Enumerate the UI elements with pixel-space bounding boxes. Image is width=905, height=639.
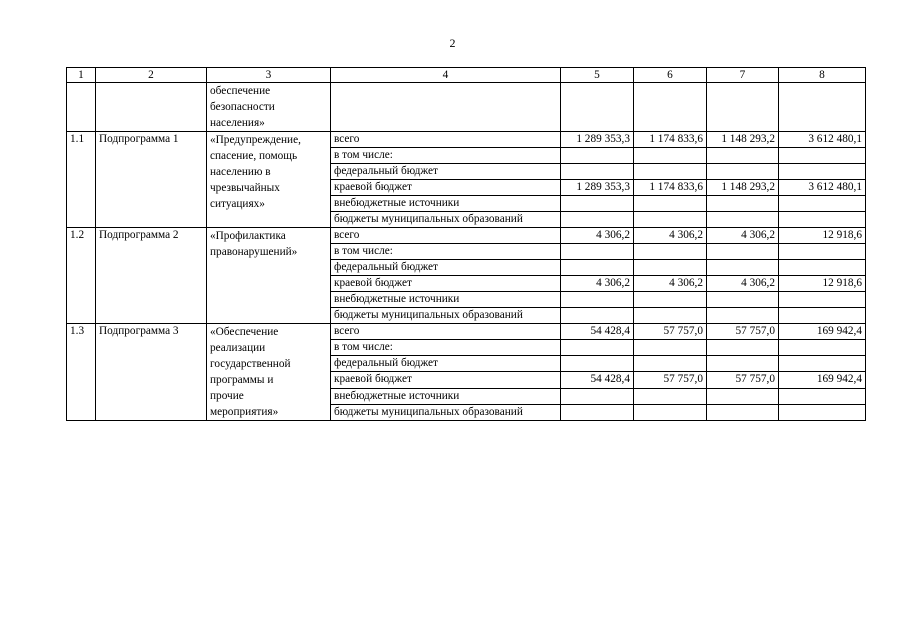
amount-cell (634, 212, 707, 228)
amount-cell (561, 340, 634, 356)
title-line: правонарушений» (210, 246, 298, 258)
amount-cell (561, 244, 634, 260)
cell (561, 83, 634, 132)
column-header: 6 (634, 68, 707, 83)
title-line: спасение, помощь (210, 150, 298, 162)
funding-source-label: всего (331, 228, 561, 244)
amount-cell (634, 196, 707, 212)
amount-cell: 4 306,2 (707, 276, 779, 292)
amount-cell (779, 404, 866, 420)
amount-cell: 4 306,2 (707, 228, 779, 244)
amount-cell (707, 308, 779, 324)
amount-cell (634, 308, 707, 324)
continuation-row (67, 83, 866, 132)
amount-cell: 169 942,4 (779, 372, 866, 388)
cell (96, 83, 207, 132)
cell (331, 83, 561, 132)
amount-cell: 3 612 480,1 (779, 180, 866, 196)
subprogram-name: Подпрограмма 3 (96, 324, 207, 421)
table-row (67, 228, 866, 244)
amount-cell (634, 260, 707, 276)
amount-cell: 1 148 293,2 (707, 180, 779, 196)
funding-source-label: краевой бюджет (331, 372, 561, 388)
amount-cell (561, 356, 634, 372)
amount-cell (561, 164, 634, 180)
amount-cell: 1 174 833,6 (634, 180, 707, 196)
amount-cell: 57 757,0 (707, 372, 779, 388)
amount-cell (779, 260, 866, 276)
amount-cell (634, 148, 707, 164)
title-line: чрезвычайных (210, 182, 280, 194)
column-header: 4 (331, 68, 561, 83)
amount-cell (634, 292, 707, 308)
funding-source-label: краевой бюджет (331, 276, 561, 292)
amount-cell (779, 164, 866, 180)
amount-cell: 12 918,6 (779, 276, 866, 292)
section-number: 1.2 (67, 228, 96, 324)
amount-cell (707, 404, 779, 420)
subprogram-title (207, 132, 331, 228)
amount-cell: 4 306,2 (561, 228, 634, 244)
cell (779, 83, 866, 132)
subprogram-title (207, 228, 331, 324)
amount-cell (779, 212, 866, 228)
amount-cell (561, 292, 634, 308)
amount-cell (561, 148, 634, 164)
amount-cell: 1 174 833,6 (634, 132, 707, 148)
amount-cell (779, 308, 866, 324)
funding-source-label: бюджеты муниципальных образований (331, 212, 561, 228)
column-header: 1 (67, 68, 96, 83)
funding-source-label: всего (331, 324, 561, 340)
title-line: ситуациях» (210, 198, 265, 210)
amount-cell (707, 212, 779, 228)
amount-cell (779, 292, 866, 308)
table-row (67, 324, 866, 340)
amount-cell (561, 308, 634, 324)
amount-cell (707, 260, 779, 276)
cell (67, 83, 96, 132)
title-line: мероприятия» (210, 406, 279, 418)
cell (634, 83, 707, 132)
amount-cell: 1 148 293,2 (707, 132, 779, 148)
amount-cell: 4 306,2 (634, 228, 707, 244)
amount-cell (779, 356, 866, 372)
amount-cell (779, 196, 866, 212)
program-title-continuation (207, 83, 331, 132)
header-row (67, 68, 866, 83)
funding-source-label: федеральный бюджет (331, 260, 561, 276)
title-line: «Предупреждение, (210, 134, 301, 146)
funding-source-label: федеральный бюджет (331, 356, 561, 372)
amount-cell (779, 388, 866, 404)
funding-source-label: бюджеты муниципальных образований (331, 404, 561, 420)
title-line: реализации (210, 342, 266, 354)
amount-cell (634, 244, 707, 260)
amount-cell (561, 404, 634, 420)
funding-source-label: бюджеты муниципальных образований (331, 308, 561, 324)
amount-cell (561, 196, 634, 212)
amount-cell: 4 306,2 (634, 276, 707, 292)
amount-cell: 57 757,0 (634, 324, 707, 340)
amount-cell: 54 428,4 (561, 372, 634, 388)
amount-cell: 54 428,4 (561, 324, 634, 340)
subprogram-name: Подпрограмма 1 (96, 132, 207, 228)
cell (707, 83, 779, 132)
funding-source-label: в том числе: (331, 148, 561, 164)
amount-cell (779, 340, 866, 356)
funding-source-label: внебюджетные источники (331, 196, 561, 212)
section-number: 1.3 (67, 324, 96, 421)
amount-cell: 57 757,0 (707, 324, 779, 340)
amount-cell: 169 942,4 (779, 324, 866, 340)
budget-table (66, 67, 866, 421)
funding-source-label: в том числе: (331, 340, 561, 356)
column-header: 7 (707, 68, 779, 83)
funding-source-label: всего (331, 132, 561, 148)
amount-cell: 12 918,6 (779, 228, 866, 244)
subprogram-title (207, 324, 331, 421)
amount-cell (707, 388, 779, 404)
amount-cell (779, 244, 866, 260)
amount-cell (707, 196, 779, 212)
amount-cell (707, 340, 779, 356)
column-header: 5 (561, 68, 634, 83)
amount-cell (561, 388, 634, 404)
title-line: программы и (210, 374, 274, 386)
amount-cell (634, 356, 707, 372)
table-row (67, 132, 866, 148)
amount-cell (561, 260, 634, 276)
amount-cell: 3 612 480,1 (779, 132, 866, 148)
funding-source-label: в том числе: (331, 244, 561, 260)
funding-source-label: краевой бюджет (331, 180, 561, 196)
amount-cell (707, 356, 779, 372)
amount-cell (707, 148, 779, 164)
title-line: населения» (210, 117, 265, 129)
title-line: прочие (210, 390, 244, 402)
amount-cell (634, 164, 707, 180)
title-line: «Профилактика (210, 230, 286, 242)
amount-cell (707, 292, 779, 308)
funding-source-label: федеральный бюджет (331, 164, 561, 180)
amount-cell: 4 306,2 (561, 276, 634, 292)
amount-cell (779, 148, 866, 164)
page-number: 2 (449, 36, 456, 50)
amount-cell: 1 289 353,3 (561, 180, 634, 196)
column-header: 2 (96, 68, 207, 83)
subprogram-name: Подпрограмма 2 (96, 228, 207, 324)
column-header: 8 (779, 68, 866, 83)
funding-source-label: внебюджетные источники (331, 388, 561, 404)
title-line: обеспечение (210, 85, 271, 97)
title-line: населению в (210, 166, 271, 178)
section-number: 1.1 (67, 132, 96, 228)
amount-cell (707, 244, 779, 260)
amount-cell (561, 212, 634, 228)
amount-cell (634, 404, 707, 420)
title-line: государственной (210, 358, 291, 370)
amount-cell: 57 757,0 (634, 372, 707, 388)
funding-source-label: внебюджетные источники (331, 292, 561, 308)
title-line: безопасности (210, 101, 275, 113)
amount-cell (634, 388, 707, 404)
amount-cell (634, 340, 707, 356)
column-header: 3 (207, 68, 331, 83)
title-line: «Обеспечение (210, 326, 279, 338)
amount-cell: 1 289 353,3 (561, 132, 634, 148)
amount-cell (707, 164, 779, 180)
